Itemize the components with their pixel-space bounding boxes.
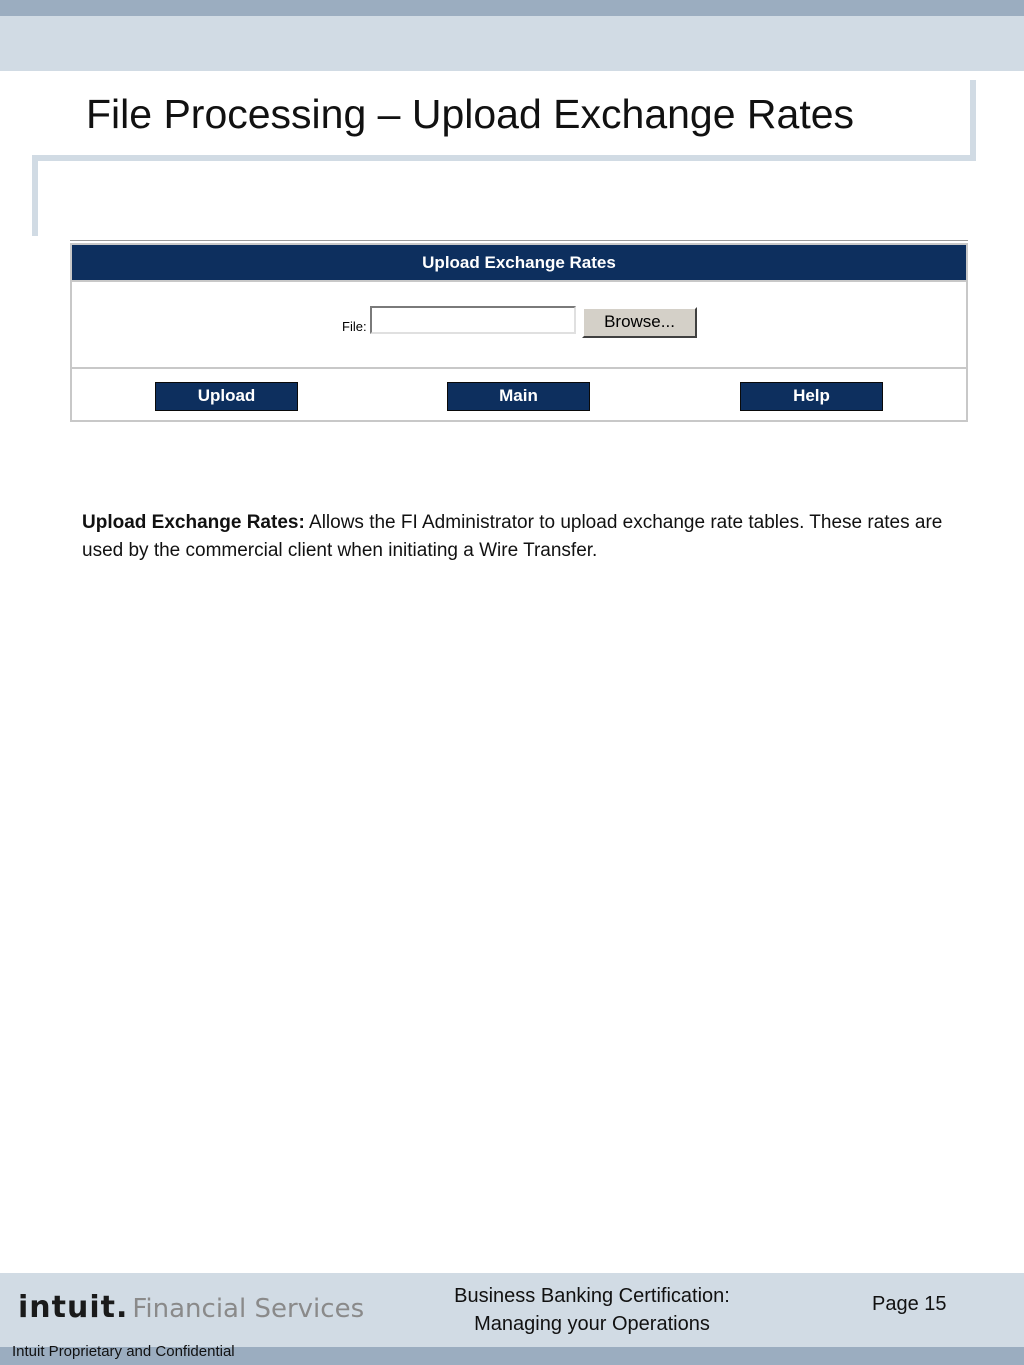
top-band-dark	[0, 0, 1024, 16]
file-label: File:	[342, 319, 367, 334]
course-title-line-2: Managing your Operations	[474, 1313, 710, 1335]
title-frame-left	[32, 160, 38, 236]
panel-divider	[72, 367, 966, 369]
browse-button[interactable]: Browse...	[582, 307, 697, 338]
help-button[interactable]: Help	[740, 382, 883, 411]
logo-wordmark: intuit.	[18, 1290, 129, 1325]
description-text: Allows the FI Administrator to upload exchange rate tables. These rates are used by the commercial client when initiating a Wire Transfer.	[82, 512, 943, 561]
upload-button[interactable]: Upload	[155, 382, 298, 411]
file-row	[72, 282, 966, 367]
slide-title: File Processing – Upload Exchange Rates	[86, 91, 855, 137]
course-title	[420, 1282, 764, 1338]
intuit-logo	[18, 1290, 364, 1334]
main-button[interactable]: Main	[447, 382, 590, 411]
panel-header: Upload Exchange Rates	[72, 245, 966, 280]
confidential-notice: Intuit Proprietary and Confidential	[12, 1343, 235, 1360]
page-number: Page 15	[872, 1293, 947, 1315]
file-path-input[interactable]	[370, 306, 576, 334]
title-frame-bottom	[32, 155, 976, 161]
course-title-line-1: Business Banking Certification:	[454, 1285, 730, 1307]
top-band-light	[0, 16, 1024, 71]
title-frame-right	[970, 80, 976, 160]
description-term: Upload Exchange Rates:	[82, 512, 305, 533]
description	[82, 509, 982, 565]
logo-subtitle: Financial Services	[132, 1294, 365, 1324]
panel-frame	[70, 243, 968, 422]
upload-exchange-rates-panel	[70, 240, 968, 422]
